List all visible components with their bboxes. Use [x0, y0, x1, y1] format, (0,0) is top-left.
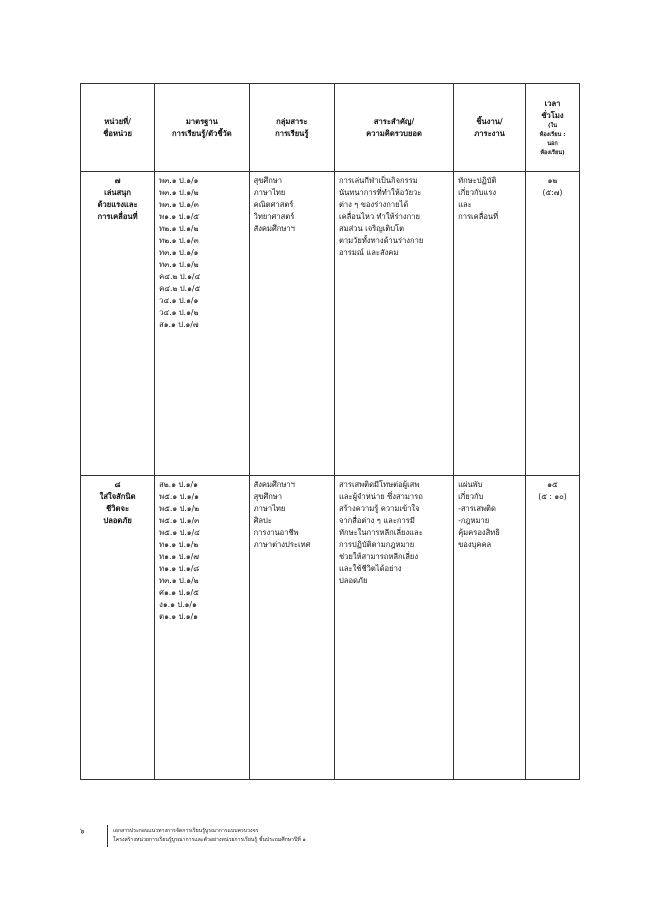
standard-item: ท๒.๑ ป.๑/๒ — [159, 224, 199, 233]
header-text: มาตรฐาน — [185, 116, 218, 126]
page-number: ๖ — [80, 827, 85, 835]
standard-item: ศ๑.๑ ป.๑/๕ — [159, 588, 199, 597]
standard-item: ท๓.๑ ป.๑/๒ — [159, 260, 199, 269]
task-line: ของบุคคล — [458, 540, 492, 549]
content-line: การเล่นกีฬาเป็นกิจกรรม — [338, 176, 418, 185]
standard-item: ส๒.๑ ป.๑/๑ — [159, 480, 198, 489]
task-line: แผ่นพับ — [458, 480, 483, 489]
unit-title: การเคลื่อนที่ — [97, 212, 138, 221]
standard-item: พ๕.๑ ป.๑/๒ — [159, 504, 200, 513]
group-item: สังคมศึกษาฯ — [253, 224, 295, 233]
standard-item: พ๓.๑ ป.๑/๓ — [159, 200, 199, 209]
groups-cell — [249, 476, 334, 780]
unit-title: ใส่ใจสักนิด — [99, 492, 136, 501]
standards-cell — [155, 476, 249, 780]
standard-item: ว๔.๑ ป.๑/๑ — [159, 296, 199, 305]
footer-divider — [107, 825, 108, 847]
group-item: ภาษาไทย — [253, 188, 286, 197]
header-text: การเรียนรู้ — [275, 128, 309, 138]
unit-title: ชีวิตจะ — [106, 504, 130, 513]
content-line: เคลื่อนไหว ทำให้ร่างกาย — [338, 212, 420, 221]
header-text: (ใน — [547, 122, 558, 129]
standard-item: ท๑.๑ ป.๑/๗ — [159, 552, 199, 561]
unit-title: ด้วยแรงและ — [97, 200, 138, 209]
header-text: ห้องเรียน : — [539, 131, 566, 138]
content-line: ปลอดภัย — [338, 576, 368, 585]
header-text: ห้องเรียน) — [540, 149, 565, 156]
header-group — [249, 84, 334, 172]
standard-item: พ๓.๑ ป.๑/๒ — [159, 188, 199, 197]
content-line: จากสื่อต่าง ๆ และการมี — [338, 516, 415, 525]
task-line: ทักษะปฏิบัติ — [458, 176, 497, 185]
task-cell — [454, 172, 526, 476]
footer-line-2: โครงสร้างหน่วยการเรียนรู้บูรณาการและตัวอย่างหน่วยการเรียนรู้ ชั้นประถมศึกษาปีที่ ๑ — [113, 837, 306, 843]
content-line: สารเสพติดมีโทษต่อผู้เสพ — [338, 480, 420, 489]
standard-item: ท๑.๑ ป.๑/๘ — [159, 564, 200, 573]
time-total: ๑๕ — [547, 480, 558, 489]
header-row — [81, 84, 580, 172]
standard-item: ท๑.๑ ป.๑/๒ — [159, 540, 199, 549]
header-text: ชั่วโมง — [541, 110, 564, 120]
content-line: ทักษะในการหลีกเลี่ยงและ — [338, 528, 423, 537]
standard-item: พ๕.๑ ป.๑/๓ — [159, 516, 200, 525]
content-line: นันทนาการที่ทำให้อวัยวะ — [338, 188, 422, 197]
unit-cell — [81, 172, 155, 476]
task-line: -กฎหมาย — [458, 516, 490, 525]
time-total: ๑๒ — [547, 176, 558, 185]
table-row — [81, 172, 580, 476]
content-line: และใช้ชีวิตได้อย่าง — [338, 564, 402, 573]
standard-item: ต๑.๑ ป.๑/๑ — [159, 612, 199, 621]
content-cell — [334, 172, 453, 476]
content-line: การปฏิบัติตามกฎหมาย — [338, 540, 415, 549]
header-unit — [81, 84, 155, 172]
time-split: (๕:๗) — [542, 188, 563, 197]
group-item: ภาษาไทย — [253, 504, 286, 513]
standard-item: ค๔.๒ ป.๑/๔ — [159, 272, 201, 281]
standard-item: ง๑.๑ ป.๑/๑ — [159, 600, 197, 609]
group-item: คณิตศาสตร์ — [253, 200, 294, 209]
groups-cell — [249, 172, 334, 476]
time-cell — [526, 476, 580, 780]
standard-item: ท๓.๑ ป.๑/๒ — [159, 576, 199, 585]
task-line: เกี่ยวกับ — [458, 492, 484, 501]
task-line: การเคลื่อนที่ — [458, 212, 499, 221]
content-line: ตามวัยทั้งทางด้านร่างกาย — [338, 236, 424, 245]
group-item: ภาษาต่างประเทศ — [253, 540, 311, 549]
content-line: สมส่วน เจริญเติบโต — [338, 224, 405, 233]
standard-item: พ๑.๑ ป.๑/๕ — [159, 212, 200, 221]
header-text: การเรียนรู้/ตัวชี้วัด — [172, 128, 232, 138]
standard-item: ท๓.๑ ป.๑/๑ — [159, 248, 199, 257]
header-text: ชื่อหน่วย — [103, 128, 132, 138]
unit-title: เล่นสนุก — [104, 188, 132, 197]
task-line: เกี่ยวกับแรง — [458, 188, 497, 197]
standard-item: ค๔.๒ ป.๑/๕ — [159, 284, 201, 293]
header-text: สาระสำคัญ/ — [373, 116, 415, 126]
table-row — [81, 476, 580, 780]
header-content — [334, 84, 453, 172]
header-text: นอก — [547, 140, 558, 147]
group-item: วิทยาศาสตร์ — [253, 212, 295, 221]
header-text: ชิ้นงาน/ — [476, 116, 503, 126]
unit-title: ปลอดภัย — [103, 516, 132, 525]
standard-item: ท๒.๑ ป.๑/๓ — [159, 236, 199, 245]
group-item: สังคมศึกษาฯ — [253, 480, 295, 489]
content-line: ต่าง ๆ ของร่างกายได้ — [338, 200, 409, 209]
standard-item: พ๕.๑ ป.๑/๑ — [159, 492, 200, 501]
content-line: สร้างความรู้ ความเข้าใจ — [338, 504, 420, 513]
header-text: กลุ่มสาระ — [276, 116, 308, 126]
standard-item: ว๔.๑ ป.๑/๒ — [159, 308, 199, 317]
task-cell — [454, 476, 526, 780]
header-standard — [155, 84, 249, 172]
unit-number: ๗ — [114, 176, 121, 185]
unit-number: ๘ — [114, 480, 121, 489]
standards-cell — [155, 172, 249, 476]
content-line: และผู้จำหน่าย ซึ่งสามารถ — [338, 492, 423, 501]
header-task — [454, 84, 526, 172]
header-text: หน่วยที่/ — [104, 116, 131, 126]
unit-cell — [81, 476, 155, 780]
content-line: ช่วยให้สามารถหลีกเลี่ยง — [338, 552, 419, 561]
standard-item: ส๑.๑ ป.๑/๗ — [159, 320, 199, 329]
standard-item: พ๓.๑ ป.๑/๑ — [159, 176, 199, 185]
header-text: เวลา — [544, 98, 561, 108]
group-item: สุขศึกษา — [253, 176, 283, 185]
group-item: การงานอาชีพ — [253, 528, 299, 537]
standard-item: พ๕.๑ ป.๑/๔ — [159, 528, 200, 537]
group-item: สุขศึกษา — [253, 492, 283, 501]
task-line: -สารเสพติด — [458, 504, 496, 513]
content-line: อารมณ์ และสังคม — [338, 248, 399, 257]
curriculum-table — [80, 83, 580, 780]
group-item: ศิลปะ — [253, 516, 272, 525]
header-text: ภาระงาน — [474, 128, 505, 138]
header-text: ความคิดรวบยอด — [366, 128, 422, 138]
footer-line-1: เอกสารประกอบแนวทางการจัดการเรียนรู้บูรณาการแบบครบวงจร — [113, 828, 259, 834]
content-cell — [334, 476, 453, 780]
time-cell — [526, 172, 580, 476]
task-line: และ — [458, 200, 472, 209]
task-line: คุ้มครองสิทธิ — [458, 528, 500, 537]
header-time — [526, 84, 580, 172]
time-split: (๕ : ๑๐) — [538, 492, 567, 501]
